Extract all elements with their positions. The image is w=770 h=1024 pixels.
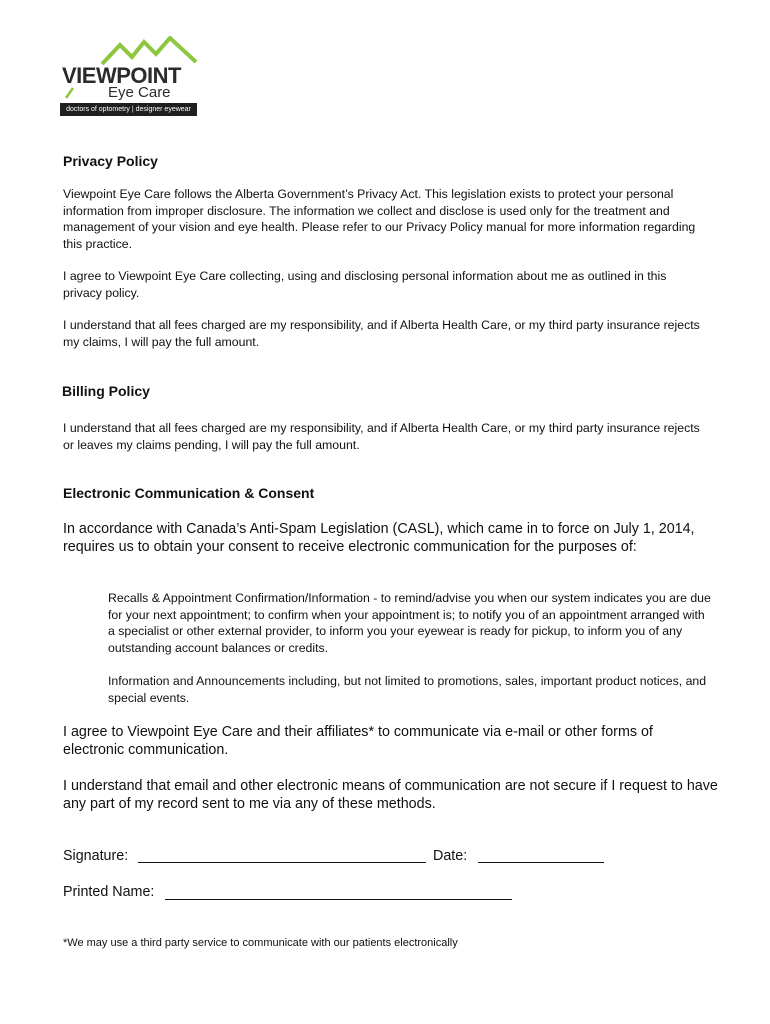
signature-line[interactable] bbox=[138, 862, 426, 863]
privacy-agreement: I agree to Viewpoint Eye Care collecting, using and disclosing personal information about me as outlined in this privacy policy. bbox=[63, 269, 667, 300]
logo-subbrand: Eye Care bbox=[108, 84, 171, 101]
footnote: *We may use a third party service to communicate with our patients electronically bbox=[63, 937, 458, 949]
logo-brand: VIEWPOINT bbox=[62, 63, 181, 88]
printed-name-label: Printed Name: bbox=[63, 884, 155, 900]
security-acknowledgement: I understand that email and other electronic means of communication are not secure if I request to have any part of my record sent to me via any of these methods. bbox=[63, 778, 718, 812]
signature-label: Signature: bbox=[63, 848, 129, 864]
casl-intro: In accordance with Canada’s Anti-Spam Legislation (CASL), which came in to force on July 1, 2014, requires us to obtain your consent to receive electronic communication for the purposes of: bbox=[63, 521, 695, 555]
privacy-paragraph: Viewpoint Eye Care follows the Alberta Government’s Privacy Act. This legislation exists to protect your personal information from improper disclosure. The information we collect and disclose is used only for the treatment and management of your vision and eye health. Please refer to our Privacy Policy manual for more information regarding this practice. bbox=[63, 187, 696, 251]
date-line[interactable] bbox=[478, 862, 604, 863]
viewpoint-logo bbox=[60, 36, 200, 118]
recalls-item: Recalls & Appointment Confirmation/Information - to remind/advise you when our system indicates you are due for your next appointment; to confirm when your appointment is; to notify you of an appointment arranged with a specialist or other external provider, to inform you your eyewear is ready for pickup, to inform you of any outstanding account balances or credits. bbox=[108, 591, 711, 655]
announcements-item: Information and Announcements including, but not limited to promotions, sales, important product notices, and special events. bbox=[108, 674, 707, 705]
printed-name-line[interactable] bbox=[165, 899, 512, 900]
privacy-heading: Privacy Policy bbox=[63, 153, 158, 169]
date-label: Date: bbox=[433, 848, 468, 864]
logo-tagline: doctors of optometry | designer eyewear bbox=[60, 103, 197, 116]
privacy-fees-statement: I understand that all fees charged are my responsibility, and if Alberta Health Care, or my third party insurance rejects my claims, I will pay the full amount. bbox=[63, 318, 700, 349]
consent-agreement: I agree to Viewpoint Eye Care and their affiliates* to communicate via e-mail or other forms of electronic communication. bbox=[63, 724, 653, 758]
billing-paragraph: I understand that all fees charged are my responsibility, and if Alberta Health Care, or my third party insurance rejects or leaves my claims pending, I will pay the full amount. bbox=[63, 421, 700, 452]
electronic-heading: Electronic Communication & Consent bbox=[63, 485, 315, 501]
billing-heading: Billing Policy bbox=[62, 383, 150, 399]
leaf-accent-icon bbox=[64, 86, 76, 100]
